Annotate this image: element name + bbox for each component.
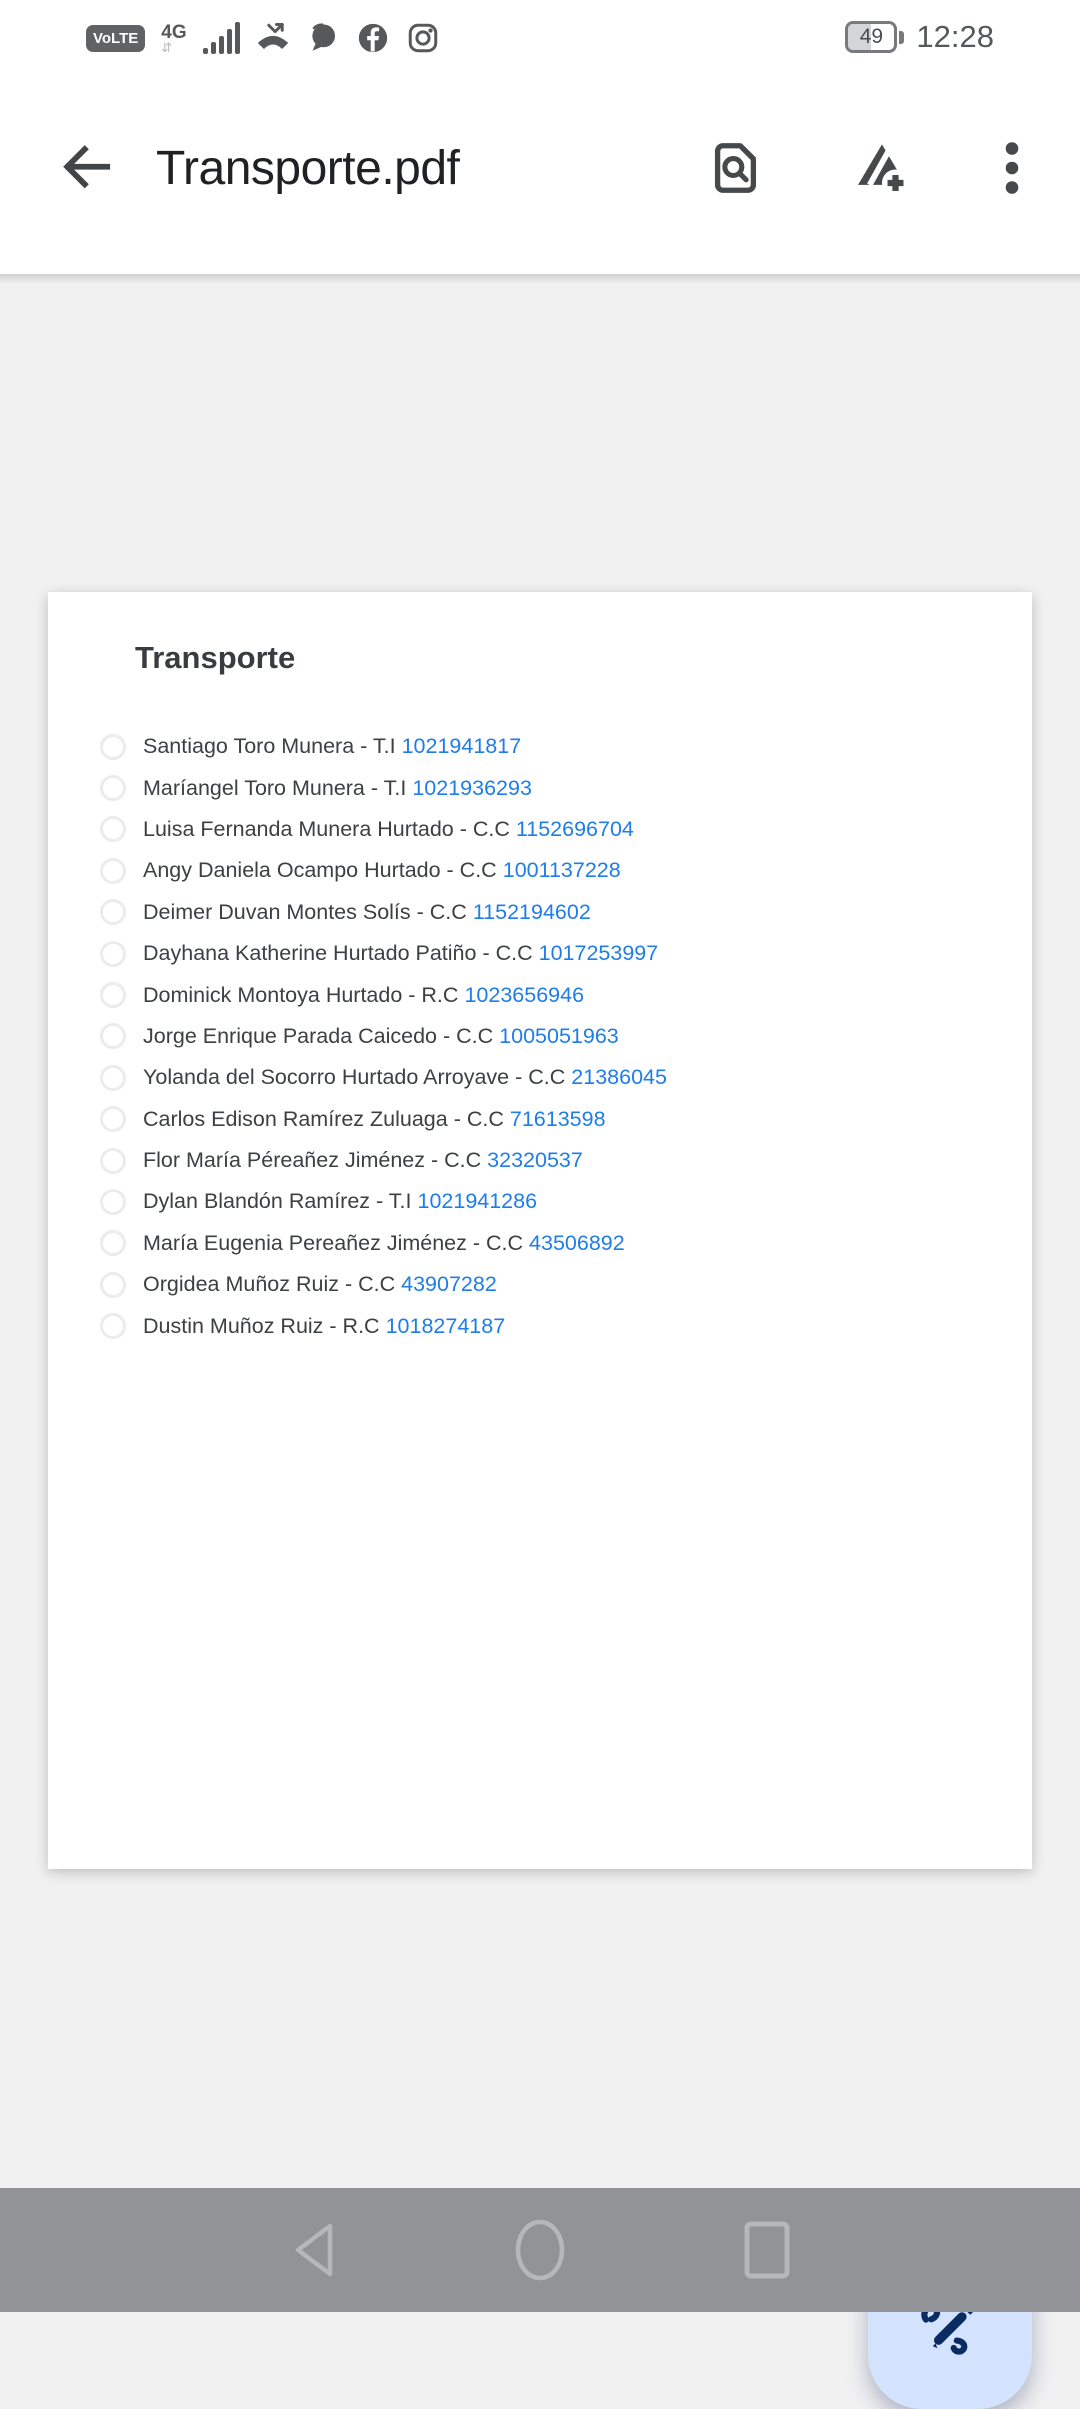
- person-name: Jorge Enrique Parada Caicedo - C.C: [143, 1023, 494, 1048]
- person-name: Carlos Edison Ramírez Zuluaga - C.C: [143, 1106, 504, 1131]
- person-name: María Eugenia Pereañez Jiménez - C.C: [143, 1230, 524, 1255]
- person-id-number: 1001137228: [502, 858, 621, 883]
- add-to-drive-button[interactable]: [852, 138, 910, 198]
- person-id-number: 1018274187: [385, 1313, 506, 1338]
- instagram-icon: [406, 21, 440, 55]
- person-id-number: 1021941286: [417, 1189, 538, 1214]
- checkbox-circle-icon: [100, 775, 126, 801]
- person-name: Yolanda del Socorro Hurtado Arroyave - C.C: [143, 1065, 566, 1090]
- header: [0, 0, 1080, 274]
- checkbox-circle-icon: [100, 1023, 126, 1049]
- list-item: [48, 1099, 1032, 1140]
- person-id-number: 1005051963: [499, 1023, 619, 1048]
- person-name: Dylan Blandón Ramírez - T.I: [143, 1189, 412, 1214]
- network-type-icon: 4G ⇵: [161, 21, 187, 55]
- checkbox-circle-icon: [100, 1148, 126, 1174]
- list-item: [48, 1264, 1032, 1305]
- pdf-viewer-canvas[interactable]: [0, 274, 1080, 2188]
- status-clock: 12:28: [916, 19, 994, 54]
- person-id-number: 43907282: [401, 1272, 497, 1297]
- person-id-number: 1021941817: [401, 734, 522, 759]
- more-options-button[interactable]: [992, 138, 1032, 198]
- checkbox-circle-icon: [100, 941, 126, 967]
- checkbox-circle-icon: [100, 1230, 126, 1256]
- person-id-number: 71613598: [509, 1106, 606, 1131]
- status-bar: [0, 0, 1080, 62]
- document-title: Transporte.pdf: [156, 141, 460, 195]
- list-item: [48, 1181, 1032, 1222]
- list-item: [48, 1057, 1032, 1098]
- person-name: Maríangel Toro Munera - T.I: [143, 775, 407, 800]
- person-id-number: 1017253997: [538, 941, 659, 966]
- android-nav-bar: [0, 2188, 1080, 2312]
- chat-icon: [306, 21, 340, 55]
- person-name: Orgidea Muñoz Ruiz - C.C: [143, 1272, 396, 1297]
- list-item: [48, 1223, 1032, 1264]
- list-item: [48, 1140, 1032, 1181]
- person-name: Angy Daniela Ocampo Hurtado - C.C: [143, 858, 497, 883]
- person-name: Dominick Montoya Hurtado - R.C: [143, 982, 459, 1007]
- person-id-number: 43506892: [529, 1230, 625, 1255]
- list-item: [48, 933, 1032, 974]
- pdf-list: [48, 726, 1032, 1347]
- checkbox-circle-icon: [100, 1065, 126, 1091]
- list-item: [48, 1016, 1032, 1057]
- nav-back-button[interactable]: [200, 2188, 427, 2312]
- person-name: Luisa Fernanda Munera Hurtado - C.C: [143, 816, 510, 841]
- checkbox-circle-icon: [100, 899, 126, 925]
- status-right: [845, 19, 994, 55]
- checkbox-circle-icon: [100, 1106, 126, 1132]
- person-id-number: 1152194602: [472, 899, 591, 924]
- person-id-number: 1152696704: [515, 816, 634, 841]
- battery-percent: 49: [859, 25, 884, 48]
- find-in-document-button[interactable]: [706, 138, 764, 198]
- checkbox-circle-icon: [100, 1313, 126, 1339]
- list-item: [48, 892, 1032, 933]
- app-bar: [0, 62, 1080, 274]
- list-item: [48, 809, 1032, 850]
- nav-home-button[interactable]: [427, 2188, 654, 2312]
- person-name: Flor María Péreañez Jiménez - C.C: [143, 1148, 482, 1173]
- status-notification-icons: [86, 21, 440, 55]
- back-button[interactable]: [56, 138, 116, 198]
- checkbox-circle-icon: [100, 1272, 126, 1298]
- pdf-heading: Transporte: [135, 640, 296, 675]
- list-item: [48, 850, 1032, 891]
- pdf-page: [48, 592, 1032, 1869]
- person-id-number: 1021936293: [412, 775, 532, 800]
- signal-strength-icon: [203, 22, 240, 54]
- missed-call-icon: [256, 21, 290, 55]
- checkbox-circle-icon: [100, 982, 126, 1008]
- list-item: [48, 767, 1032, 808]
- checkbox-circle-icon: [100, 734, 126, 760]
- nav-recents-button[interactable]: [654, 2188, 881, 2312]
- person-id-number: 32320537: [487, 1148, 583, 1173]
- person-name: Deimer Duvan Montes Solís - C.C: [143, 899, 467, 924]
- checkbox-circle-icon: [100, 1189, 126, 1215]
- person-id-number: 1023656946: [464, 982, 585, 1007]
- list-item: [48, 1305, 1032, 1346]
- volte-icon: VoLTE: [86, 25, 145, 52]
- person-name: Dustin Muñoz Ruiz - R.C: [143, 1313, 380, 1338]
- checkbox-circle-icon: [100, 816, 126, 842]
- person-name: Dayhana Katherine Hurtado Patiño - C.C: [143, 941, 533, 966]
- checkbox-circle-icon: [100, 858, 126, 884]
- person-name: Santiago Toro Munera - T.I: [143, 734, 396, 759]
- person-id-number: 21386045: [571, 1065, 667, 1090]
- list-item: [48, 974, 1032, 1015]
- data-activity-arrows-icon: ⇵: [161, 39, 171, 55]
- list-item: [48, 726, 1032, 767]
- facebook-icon: [356, 21, 390, 55]
- battery-icon: [845, 21, 904, 53]
